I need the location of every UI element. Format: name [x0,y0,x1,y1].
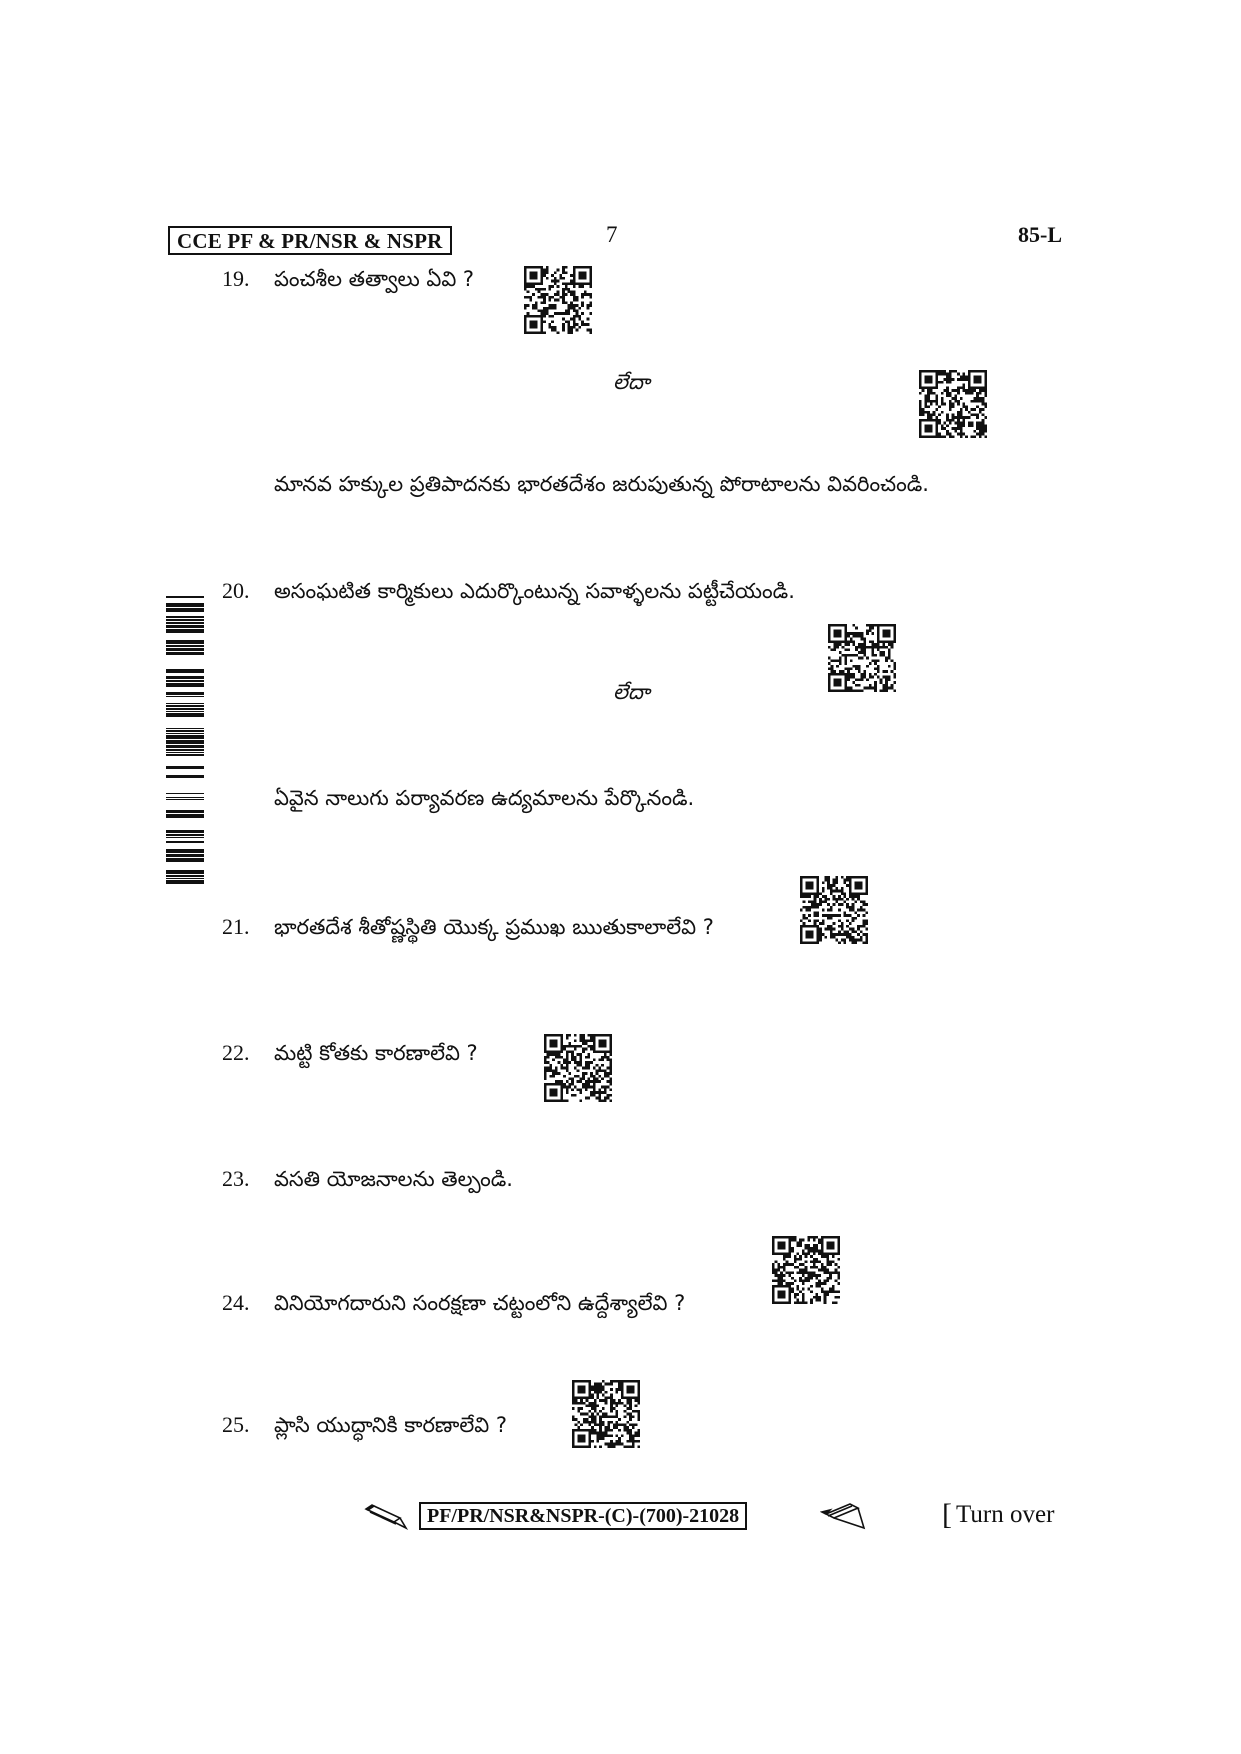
page-number: 7 [606,222,618,247]
question-number: 21. [222,914,250,939]
question-22 [222,1040,478,1071]
pencil-icon [364,1500,412,1532]
question-number: 25. [222,1412,250,1437]
question-23 [222,1166,513,1197]
qr-code-icon [572,1380,640,1448]
question-text: ప్లాసి యుద్ధానికి కారణాలేవి ? [274,1413,508,1437]
barcode-icon [166,596,204,888]
question-text: వినియోగదారుని సంరక్షణా చట్టంలోని ఉద్దేశ్యాలేవి ? [274,1291,686,1315]
question-19 [222,266,474,297]
qr-code-icon [800,876,868,944]
paper-code: 85-L [1018,222,1062,247]
question-number: 19. [222,266,250,291]
question-number: 23. [222,1166,250,1191]
question-24 [222,1290,685,1321]
turn-over-bracket: [ [942,1498,952,1531]
question-text: పంచశీల తత్వాలు ఏవి ? [274,267,475,291]
question-21 [222,914,714,945]
pencil-icon [820,1500,868,1532]
qr-code-icon [919,370,987,438]
question-20 [222,578,795,609]
turn-over-note [942,1496,1054,1530]
header-subject-box: CCE PF & PR/NSR & NSPR [168,226,452,255]
question-number: 22. [222,1040,250,1065]
question-text: మట్టి కోతకు కారణాలేవి ? [274,1041,478,1065]
question-text: అసంఘటిత కార్మికులు ఎదుర్కొంటున్న సవాళ్ళలను పట్టీచేయండి. [274,579,795,603]
question-number: 24. [222,1290,250,1315]
question-19-alternative: మానవ హక్కుల ప్రతిపాదనకు భారతదేశం జరుపుతున్న పోరాటాలను వివరించండి. [274,472,929,496]
question-text: భారతదేశ శీతోష్ణస్థితి యొక్క ప్రముఖ ఋతుకాలాలేవి ? [274,915,714,939]
footer-code-box: PF/PR/NSR&NSPR-(C)-(700)-21028 [419,1502,747,1530]
qr-code-icon [828,624,896,692]
turn-over-text: Turn over [956,1501,1055,1528]
qr-code-icon [524,266,592,334]
or-label: లేదా [613,680,650,704]
or-label: లేదా [613,370,650,394]
qr-code-icon [772,1236,840,1304]
qr-code-icon [544,1034,612,1102]
question-25 [222,1412,507,1443]
question-20-alternative: ఏవైన నాలుగు పర్యావరణ ఉద్యమాలను పేర్కొనండి. [274,786,695,810]
question-text: వసతి యోజనాలను తెల్పండి. [274,1167,513,1191]
question-number: 20. [222,578,250,603]
